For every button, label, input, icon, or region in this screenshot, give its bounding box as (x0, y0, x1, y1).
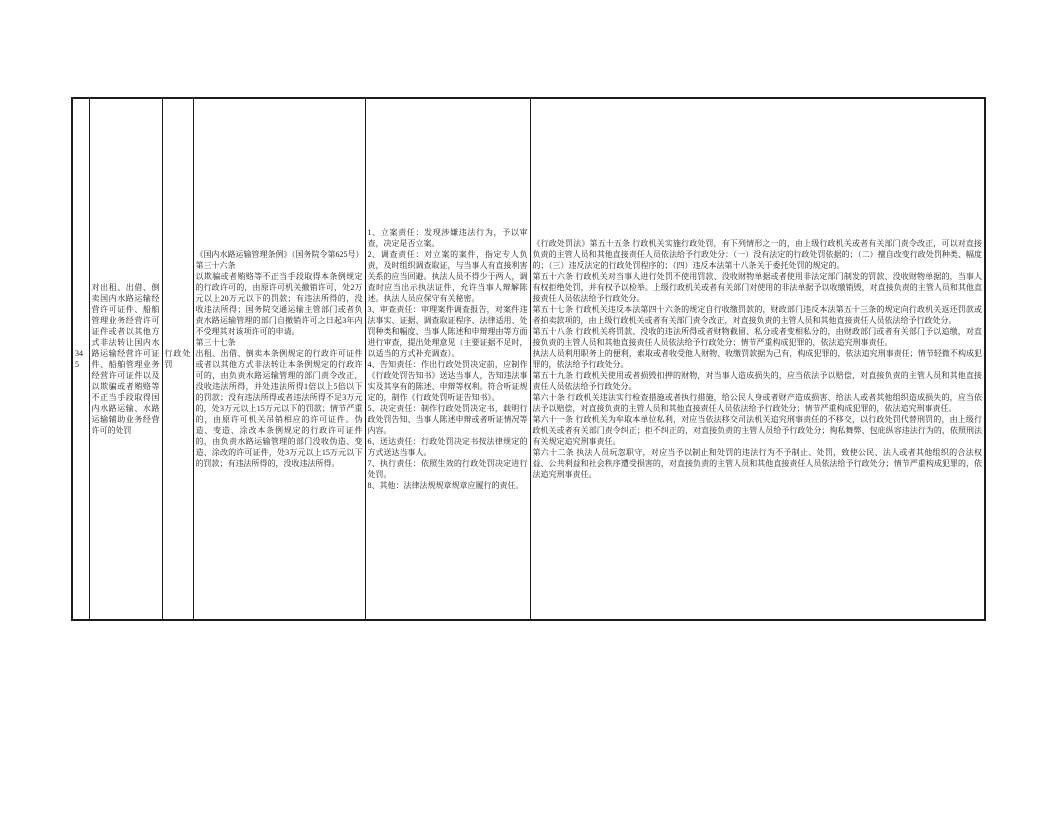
paragraph: 《行政处罚法》第五十五条 行政机关实施行政处罚，有下列情形之一的，由上级行政机关或者有关部门责令改正，可以对直接负责的主管人员和其他直接责任人员依法给予行政处分：（一）没有法定的行政处罚依据的；（二）擅自改变行政处罚种类、幅度的；（三）违反法定的行政处罚程序的；（四）违反本法第十八条关于委托处罚的规定的。 (532, 239, 982, 270)
table-row (72, 98, 985, 620)
implementation-duty-cell (365, 98, 530, 620)
paragraph: 第六十条 行政机关违法实行检查措施或者执行措施，给公民人身或者财产造成损害、给法人或者其他组织造成损失的，应当依法予以赔偿，对直接负责的主管人员和其他直接责任人员依法给予行政处分；情节严重构成犯罪的，依法追究刑事责任。 (532, 393, 982, 413)
paragraph: 第三十六条 (195, 261, 236, 270)
paragraph: 第三十七条 (195, 338, 236, 347)
paragraph: 6、送达责任：行政处罚决定书按法律规定的方式送达当事人。 (367, 437, 528, 457)
paragraph: 第六十一条 行政机关为牟取本单位私利，对应当依法移交司法机关追究刑事责任的不移交，以行政处罚代替刑罚的，由上级行政机关或者有关部门责令纠正；拒不纠正的，对直接负责的主管人员给予行政处分；徇私舞弊、包庇纵容违法行为的，依照刑法有关规定追究刑事责任。 (532, 415, 982, 446)
matter-name-cell: 对出租、出借、倒卖国内水路运输经营许可证件、船舶管理业务经营许可证件或者以其他方式非法转让国内水路运输经营许可证件、船舶管理业务经营许可证件以及以欺骗或者贿赂等不正当手段取得国内水路运输、水路运输辅助业务经营许可的处罚 (89, 98, 162, 620)
penalty-power-list-table (71, 97, 986, 621)
paragraph: 出租、出借、倒卖本条例规定的行政许可证件或者以其他方式非法转让本条例规定的行政许可的，由负责水路运输管理的部门责令改正，没收违法所得，并处违法所得1倍以上5倍以下的罚款；没有违法所得或者违法所得不足3万元的，处3万元以上15万元以下的罚款；情节严重的，由原许可机关吊销相应的许可证件。伪造、变造、涂改本条例规定的行政许可证件的，由负责水路运输管理的部门没收伪造、变造、涂改的许可证件，处3万元以上15万元以下的罚款；有违法所得的，没收违法所得。 (195, 349, 363, 468)
paragraph: 1、立案责任：发现涉嫌违法行为，予以审查，决定是否立案。 (367, 228, 528, 248)
paragraph: 4、告知责任：作出行政处罚决定前，应制作《行政处罚告知书》送达当事人，告知违法事实及其享有的陈述、申辩等权利。符合听证规定的，制作《行政处罚听证告知书》。 (367, 360, 528, 402)
paragraph: 《国内水路运输管理条例》（国务院令第625号） (195, 250, 364, 259)
row-number-cell: 345 (72, 98, 89, 620)
paragraph: 第五十九条 行政机关使用或者损毁扣押的财物，对当事人造成损失的，应当依法予以赔偿，对直接负责的主管人员和其他直接责任人员依法给予行政处分。 (532, 371, 982, 391)
paragraph: 以欺骗或者贿赂等不正当手段取得本条例规定的行政许可的，由原许可机关撤销许可，处2万元以上20万元以下的罚款；有违法所得的，没收违法所得；国务院交通运输主管部门或者负责水路运输管理的部门自撤销许可之日起3年内不受理其对该项许可的申请。 (195, 272, 363, 336)
paragraph: 7、执行责任：依照生效的行政处罚决定进行处罚。 (367, 459, 528, 479)
paragraph: 第五十八条 行政机关将罚款、没收的违法所得或者财物截留、私分或者变相私分的，由财政部门或者有关部门予以追缴，对直接负责的主管人员和其他直接责任人员依法给予行政处分；情节严重构成犯罪的，依法追究刑事责任。 (532, 327, 982, 347)
paragraph: 第五十六条 行政机关对当事人进行处罚不使用罚款、没收财物单据或者使用非法定部门制发的罚款、没收财物单据的，当事人有权拒绝处罚，并有权予以检举。上级行政机关或者有关部门对使用的非法单据予以收缴销毁，对直接负责的主管人员和其他直接责任人员依法给予行政处分。 (532, 272, 982, 303)
paragraph: 3、审查责任：审理案件调查报告，对案件违法事实、证据、调查取证程序、法律适用、处罚种类和幅度、当事人陈述和申辩理由等方面进行审查，提出处理意见（主要证据不足时，以适当的方式补充调查）。 (367, 305, 528, 358)
legal-basis-cell (193, 98, 365, 620)
paragraph: 8、其他：法律法规规章规章应履行的责任。 (367, 481, 524, 490)
paragraph: 执法人员利用职务上的便利，索取或者收受他人财物、收缴罚款据为己有，构成犯罪的，依法追究刑事责任；情节轻微不构成犯罪的，依法给予行政处分。 (532, 349, 982, 369)
penalty-type-cell: 行政处罚 (162, 98, 193, 620)
paragraph: 5、决定责任：制作行政处罚决定书，载明行政处罚告知、当事人陈述申辩或者听证情况等内容。 (367, 404, 528, 435)
paragraph: 2、调查责任：对立案的案件，指定专人负责，及时组织调查取证，与当事人有直接利害关系的应当回避。执法人员不得少于两人，调查时应当出示执法证件，允许当事人辩解陈述。执法人员应保守有关秘密。 (367, 250, 528, 303)
paragraph: 第五十七条 行政机关违反本法第四十六条的规定自行收缴罚款的，财政部门违反本法第五十三条的规定向行政机关返还罚款或者拍卖款项的，由上级行政机关或者有关部门责令改正，对直接负责的主管人员和其他直接责任人员依法给予行政处分。 (532, 305, 982, 325)
accountability-cell (530, 98, 985, 620)
paragraph: 第六十二条 执法人员玩忽职守，对应当予以制止和处罚的违法行为不予制止、处罚，致使公民、法人或者其他组织的合法权益、公共利益和社会秩序遭受损害的，对直接负责的主管人员和其他直接责任人员依法给予行政处分；情节严重构成犯罪的，依法追究刑事责任。 (532, 448, 982, 479)
